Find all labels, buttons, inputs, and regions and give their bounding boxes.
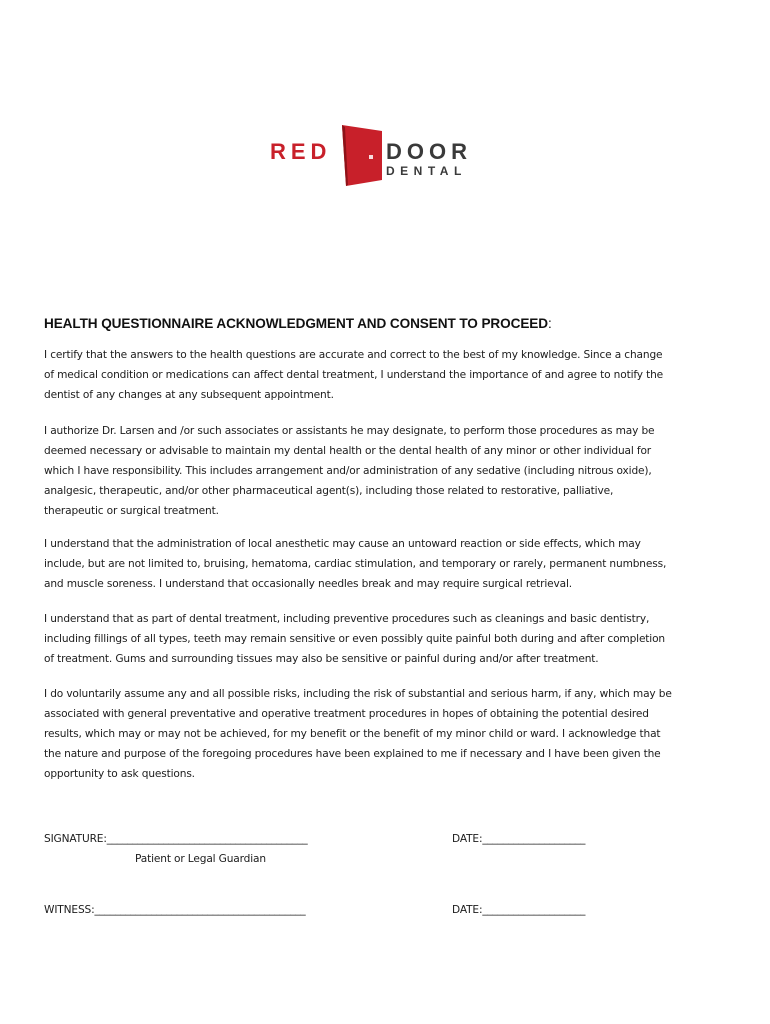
paragraph-line: deemed necessary or advisable to maintain my dental health or the dental health of any minor or other individual for (44, 445, 652, 457)
paragraph-line: associated with general preventative and operative treatment procedures in hopes of obtaining the potential desired (44, 708, 649, 720)
paragraph-line: analgesic, therapeutic, and/or other pharmaceutical agent(s), including those related to restorative, palliative, (44, 485, 614, 497)
logo-text-door: DOOR (386, 139, 472, 164)
heading-text: HEALTH QUESTIONNAIRE ACKNOWLEDGMENT AND CONSENT TO PROCEED (44, 316, 548, 331)
paragraph-line: I understand that as part of dental treatment, including preventive procedures such as cleanings and basic dentistry, (44, 613, 650, 625)
paragraph-line: and muscle soreness. I understand that occasionally needles break and may require surgical retrieval. (44, 578, 573, 590)
paragraph-line: opportunity to ask questions. (44, 768, 195, 780)
paragraph-line: I understand that the administration of local anesthetic may cause an untoward reaction or side effects, which may (44, 538, 641, 550)
paragraph-sensitivity (44, 609, 726, 669)
red-door-logo-mark (342, 125, 382, 186)
logo-text-dental: DENTAL (386, 164, 467, 178)
paragraph-authorization (44, 421, 726, 521)
paragraph-anesthetic (44, 534, 726, 594)
paragraph-line: which I have responsibility. This includes arrangement and/or administration of any sedative (including nitrous oxide), (44, 465, 652, 477)
document-heading (44, 316, 552, 331)
paragraph-line: of treatment. Gums and surrounding tissues may also be sensitive or painful during and/or after treatment. (44, 653, 599, 665)
paragraph-risk-assumption (44, 684, 726, 784)
witness-field[interactable]: WITNESS:_________________________________________ (44, 904, 306, 916)
signature-field[interactable]: SIGNATURE:_______________________________________ (44, 833, 308, 845)
logo-text-red: RED (270, 139, 332, 164)
paragraph-line: dentist of any changes at any subsequent appointment. (44, 389, 334, 401)
paragraph-line: therapeutic or surgical treatment. (44, 505, 219, 517)
paragraph-certification (44, 345, 726, 405)
paragraph-line: of medical condition or medications can affect dental treatment, I understand the importance of and agree to notify the (44, 369, 664, 381)
heading-colon: : (547, 316, 552, 331)
red-door-dental-logo (268, 123, 498, 189)
paragraph-line: I certify that the answers to the health questions are accurate and correct to the best of my knowledge. Since a change (44, 349, 663, 361)
signature-caption: Patient or Legal Guardian (135, 853, 266, 865)
paragraph-line: results, which may or may not be achieved, for my benefit or the benefit of my minor child or ward. I acknowledge that (44, 728, 661, 740)
paragraph-line: I do voluntarily assume any and all possible risks, including the risk of substantial and serious harm, if any, which may be (44, 688, 672, 700)
paragraph-line: including fillings of all types, teeth may remain sensitive or even possibly quite painful both during and after completion (44, 633, 665, 645)
paragraph-line: include, but are not limited to, bruising, hematoma, cardiac stimulation, and temporary or rarely, permanent numbness, (44, 558, 667, 570)
signature-date-field[interactable]: DATE:____________________ (452, 833, 586, 845)
paragraph-line: the nature and purpose of the foregoing procedures have been explained to me if necessary and I have been given the (44, 748, 661, 760)
witness-date-field[interactable]: DATE:____________________ (452, 904, 586, 916)
paragraph-line: I authorize Dr. Larsen and /or such associates or assistants he may designate, to perform those procedures as may be (44, 425, 655, 437)
